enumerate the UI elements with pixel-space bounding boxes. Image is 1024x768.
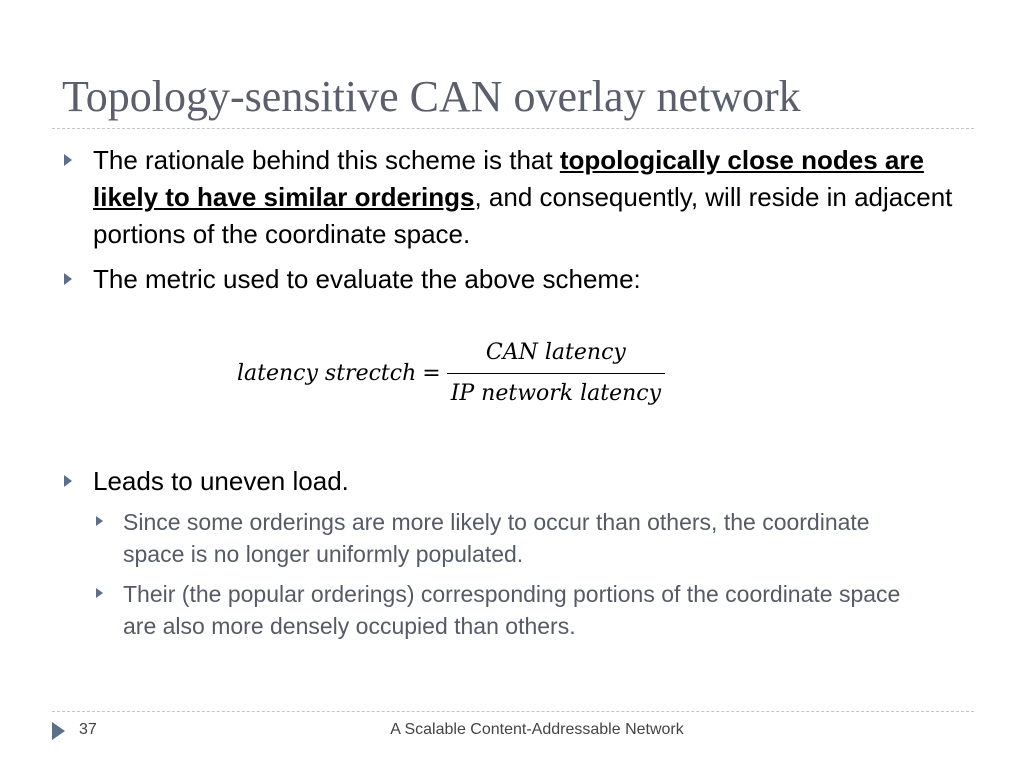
- bullet-rationale: [93, 142, 953, 253]
- bullet-uneven-load: Leads to uneven load.: [93, 466, 349, 496]
- page-number: 37: [79, 721, 97, 738]
- bullet-rationale-text-start: The rationale behind this scheme is that: [93, 145, 560, 175]
- bullet-triangle-icon: [64, 154, 72, 166]
- sub-bullet-triangle-icon: [96, 516, 103, 526]
- formula-lhs: latency strectch: [237, 360, 417, 386]
- bullet-triangle-icon: [64, 273, 72, 285]
- latency-stretch-formula: [237, 336, 665, 410]
- sub-bullet-triangle-icon: [96, 588, 103, 598]
- footer-divider: [52, 711, 974, 712]
- bullet-metric: The metric used to evaluate the above scheme:: [93, 264, 641, 294]
- formula-numerator: CAN latency: [485, 339, 626, 365]
- highlighted-claim: topologically close nodes are likely to have similar orderings: [93, 145, 924, 212]
- footer-title: A Scalable Content-Addressable Network: [390, 721, 684, 738]
- sub-bullet-orderings: Since some orderings are more likely to occur than others, the coordinate space is no longer uniformly populated.: [123, 509, 870, 567]
- sub-bullet-popular-orderings: Their (the popular orderings) corresponding portions of the coordinate space are also more densely occupied than others.: [123, 581, 901, 639]
- formula-fraction: [447, 339, 665, 408]
- formula-denominator: IP network latency: [447, 373, 665, 408]
- bullet-rationale-text-end: , and consequently, will reside in adjacent portions of the coordinate space.: [93, 182, 953, 249]
- bullet-triangle-icon: [64, 475, 72, 487]
- slide-title: Topology-sensitive CAN overlay network: [62, 72, 801, 121]
- title-divider: [52, 128, 974, 129]
- formula-equals: =: [422, 360, 441, 386]
